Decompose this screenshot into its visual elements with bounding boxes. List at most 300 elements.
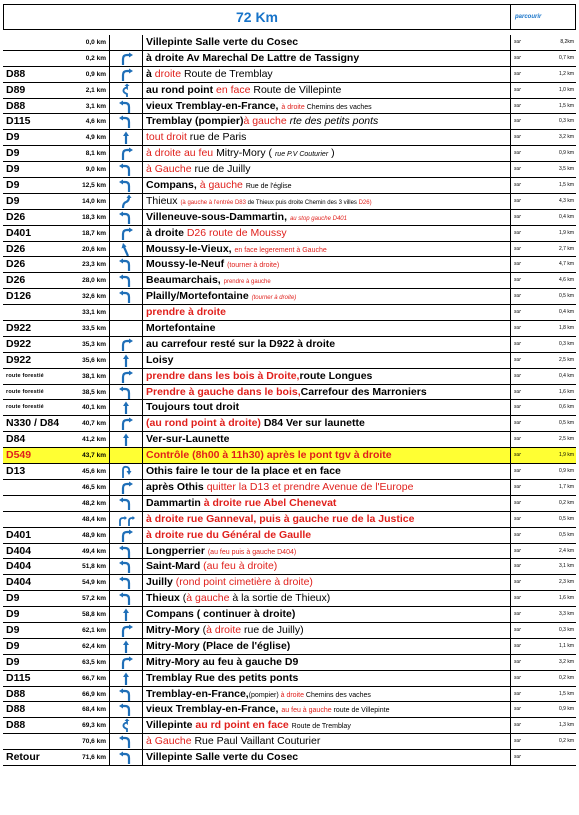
segment-distance: 2,3 km xyxy=(558,579,574,586)
segment-distance: 3,3 km xyxy=(558,611,574,618)
instruction-text xyxy=(143,178,511,193)
road-number: D404 xyxy=(6,576,32,589)
cumulative-km: 0,9 km xyxy=(85,70,106,78)
cumulative-km: 43,7 km xyxy=(82,452,106,460)
header-row xyxy=(3,4,576,30)
turn-left-icon xyxy=(118,750,134,765)
cumulative-km: 18,7 km xyxy=(82,229,106,237)
instruction-text xyxy=(143,734,511,749)
instruction-segment: Moussy-le-Neuf xyxy=(146,258,228,271)
instruction-segment: Toujours tout droit xyxy=(146,401,240,414)
route-step-row xyxy=(3,178,576,194)
instruction-segment: en face xyxy=(216,83,251,96)
instruction-segment: (à gauche à l'entrée D83 xyxy=(180,199,246,206)
instruction-text xyxy=(143,639,511,654)
instruction-segment: au carrefour resté sur la D922 à droite xyxy=(146,337,336,350)
instruction-text xyxy=(143,559,511,574)
direction-cell xyxy=(109,257,143,272)
straight-arrow-icon xyxy=(118,432,134,447)
direction-cell xyxy=(109,67,143,82)
instruction-text xyxy=(143,655,511,670)
instruction-segment: (au feu puis à gauche D404) xyxy=(207,548,297,556)
instruction-text xyxy=(143,687,511,702)
direction-cell xyxy=(109,337,143,352)
segment-distance: 0,4 km xyxy=(558,372,574,379)
sur-label: sur xyxy=(514,595,521,602)
instruction-segment: à gauche xyxy=(243,115,290,128)
cumulative-km: 58,8 km xyxy=(82,611,106,619)
segment-distance: 0,5 km xyxy=(558,293,574,300)
instruction-segment: à droite xyxy=(146,226,187,239)
sur-label: sur xyxy=(514,54,521,61)
cumulative-km: 57,2 km xyxy=(82,595,106,603)
direction-cell xyxy=(109,51,143,66)
turn-left-icon xyxy=(118,289,134,304)
instruction-text xyxy=(143,226,511,241)
instruction-segment: à la sortie de Thieux) xyxy=(229,592,331,605)
instruction-segment: Route de Tremblay xyxy=(181,67,273,80)
cumulative-km: 35,6 km xyxy=(82,356,106,364)
cumulative-km: 4,9 km xyxy=(85,134,106,142)
cumulative-km: 51,8 km xyxy=(82,563,106,571)
sur-label: sur xyxy=(514,325,521,332)
road-number xyxy=(3,35,65,50)
sur-label: sur xyxy=(514,356,521,363)
route-step-row xyxy=(3,528,576,544)
route-step-row xyxy=(3,575,576,591)
instruction-text xyxy=(143,210,511,225)
cumulative-km: 3,1 km xyxy=(85,102,106,110)
road-number: D404 xyxy=(6,560,32,573)
segment-distance: 1,6 km xyxy=(558,388,574,395)
sur-label: sur xyxy=(514,452,521,459)
instruction-text xyxy=(143,83,511,98)
instruction-segment: Contrôle (8h00 à 11h30) après le pont tgv à droite xyxy=(146,449,392,462)
sur-label: sur xyxy=(514,213,521,220)
road-number: D9 xyxy=(6,179,20,192)
direction-cell xyxy=(109,448,143,463)
route-step-row xyxy=(3,591,576,607)
segment-distance xyxy=(541,750,576,765)
route-step-row xyxy=(3,337,576,353)
sur-label: sur xyxy=(514,738,521,745)
instruction-segment: Mitry-Mory xyxy=(146,623,203,636)
segment-distance: 1,5 km xyxy=(558,182,574,189)
instruction-segment: Chemins des vaches xyxy=(305,691,371,699)
turn-left-icon xyxy=(118,257,134,272)
instruction-text xyxy=(143,512,511,527)
instruction-text xyxy=(143,750,511,765)
sur-label: sur xyxy=(514,547,521,554)
direction-cell xyxy=(109,210,143,225)
route-step-row xyxy=(3,257,576,273)
instruction-text xyxy=(143,702,511,717)
route-step-row xyxy=(3,512,576,528)
segment-distance: 4,3 km xyxy=(558,197,574,204)
instruction-text xyxy=(143,544,511,559)
segment-distance: 0,2 km xyxy=(558,738,574,745)
segment-distance: 1,0 km xyxy=(558,86,574,93)
instruction-segment: route Longues xyxy=(299,369,373,382)
instruction-segment: en face legerement à Gauche xyxy=(234,246,327,254)
instruction-text xyxy=(143,718,511,733)
instruction-text xyxy=(143,305,511,320)
instruction-segment: Othis faire le tour de la place et en face xyxy=(146,465,341,478)
instruction-segment: Thieux xyxy=(146,592,183,605)
route-step-row xyxy=(3,99,576,115)
direction-cell xyxy=(109,369,143,384)
cumulative-km: 38,1 km xyxy=(82,372,106,380)
cumulative-km: 0,2 km xyxy=(85,54,106,62)
instruction-text xyxy=(143,671,511,686)
segment-distance: 0,3 km xyxy=(558,118,574,125)
sur-label: sur xyxy=(514,340,521,347)
cumulative-km: 35,3 km xyxy=(82,340,106,348)
road-number: route forestié xyxy=(6,372,44,379)
straight-arrow-icon xyxy=(118,639,134,654)
instruction-text xyxy=(143,289,511,304)
segment-distance: 3,2 km xyxy=(558,658,574,665)
straight-arrow-icon xyxy=(118,353,134,368)
instruction-segment: à Gauche xyxy=(146,163,195,176)
instruction-segment: Beaumarchais, xyxy=(146,274,224,287)
instruction-segment: au stop gauche D401 xyxy=(289,215,347,222)
segment-distance: 1,5 km xyxy=(558,102,574,109)
road-number: D9 xyxy=(6,163,20,176)
route-step-row xyxy=(3,639,576,655)
cumulative-km: 33,5 km xyxy=(82,325,106,333)
cumulative-km: 71,6 km xyxy=(82,754,106,762)
segment-distance: 1,3 km xyxy=(558,722,574,729)
route-step-row xyxy=(3,194,576,210)
segment-distance: 0,9 km xyxy=(558,468,574,475)
instruction-segment: à droite rue Abel Chenevat xyxy=(203,496,337,509)
turn-left-icon xyxy=(118,178,134,193)
road-number: D922 xyxy=(6,353,32,366)
turn-left-icon xyxy=(118,99,134,114)
segment-distance: 0,2 km xyxy=(558,499,574,506)
instruction-segment: à droite Av Marechal De Lattre de Tassigny xyxy=(146,51,360,64)
road-number: D549 xyxy=(6,449,32,462)
instruction-text xyxy=(143,607,511,622)
route-step-row xyxy=(3,559,576,575)
instruction-segment: de Thieux puis droite Chemin des 3 villes xyxy=(245,199,359,206)
instruction-segment: à droite rue Ganneval, puis à gauche rue de la Justice xyxy=(146,512,415,525)
route-step-row xyxy=(3,544,576,560)
sur-label: sur xyxy=(514,245,521,252)
sur-label: sur xyxy=(514,483,521,490)
cumulative-km: 66,7 km xyxy=(82,674,106,682)
direction-cell xyxy=(109,305,143,320)
sur-label: sur xyxy=(514,166,521,173)
route-step-row xyxy=(3,83,576,99)
instruction-segment: D84 Ver sur launette xyxy=(260,417,365,430)
direction-cell xyxy=(109,432,143,447)
direction-cell xyxy=(109,750,143,765)
instruction-segment: Compans, xyxy=(146,179,200,192)
sur-label: sur xyxy=(514,690,521,697)
sur-label: sur xyxy=(514,388,521,395)
route-step-row xyxy=(3,242,576,258)
instruction-text xyxy=(143,575,511,590)
road-number: D88 xyxy=(6,67,26,80)
sur-label: sur xyxy=(514,515,521,522)
instruction-text xyxy=(143,51,511,66)
turn-left-icon xyxy=(118,734,134,749)
sur-label: sur xyxy=(514,722,521,729)
route-step-row xyxy=(3,671,576,687)
instruction-text xyxy=(143,496,511,511)
header-side-label: parcourir xyxy=(511,4,576,30)
direction-cell xyxy=(109,655,143,670)
total-distance-title: 72 Km xyxy=(3,4,511,30)
instruction-segment: Mitry-Mory au feu à gauche D9 xyxy=(146,655,299,668)
route-step-row xyxy=(3,67,576,83)
instruction-text xyxy=(143,337,511,352)
instruction-segment: rue de Juilly xyxy=(194,163,251,176)
segment-distance: 0,9 km xyxy=(558,150,574,157)
route-step-row xyxy=(3,369,576,385)
segment-distance: 4,6 km xyxy=(558,277,574,284)
direction-cell xyxy=(109,321,143,336)
direction-cell xyxy=(109,734,143,749)
road-number: Retour xyxy=(6,751,40,764)
cumulative-km: 14,0 km xyxy=(82,197,106,205)
road-number xyxy=(3,305,65,320)
segment-distance: 1,2 km xyxy=(558,70,574,77)
direction-cell xyxy=(109,194,143,209)
road-number: D9 xyxy=(6,194,20,207)
instruction-segment: D26 route de Moussy xyxy=(186,226,287,239)
sur-label: sur xyxy=(514,468,521,475)
route-step-row xyxy=(3,464,576,480)
instruction-segment: Dammartin xyxy=(146,496,204,509)
direction-cell xyxy=(109,114,143,129)
instruction-segment: D26) xyxy=(358,199,372,206)
cumulative-km: 23,3 km xyxy=(82,261,106,269)
road-number: D9 xyxy=(6,131,20,144)
instruction-text xyxy=(143,400,511,415)
instruction-segment: à droite xyxy=(206,623,242,636)
road-number: D9 xyxy=(6,592,20,605)
segment-distance: 2,7 km xyxy=(558,245,574,252)
direction-cell xyxy=(109,146,143,161)
instruction-segment: rte des petits ponts xyxy=(289,115,379,128)
road-number: D13 xyxy=(6,465,26,478)
direction-cell xyxy=(109,416,143,431)
segment-distance: 3,2 km xyxy=(558,134,574,141)
turn-left-icon xyxy=(118,575,134,590)
turn-right-icon xyxy=(118,226,134,241)
instruction-text xyxy=(143,114,511,129)
direction-cell xyxy=(109,528,143,543)
instruction-segment: au rd point en face xyxy=(195,719,292,732)
direction-cell xyxy=(109,575,143,590)
turn-right-icon xyxy=(118,51,134,66)
instruction-segment: Moussy-le-Vieux, xyxy=(146,242,235,255)
road-number: D9 xyxy=(6,147,20,160)
cumulative-km: 40,7 km xyxy=(82,420,106,428)
turn-left-icon xyxy=(118,559,134,574)
turn-right-icon xyxy=(118,416,134,431)
sur-label: sur xyxy=(514,436,521,443)
turn-left-icon xyxy=(118,114,134,129)
instruction-segment: rue de Paris xyxy=(189,131,247,144)
road-number: D88 xyxy=(6,703,26,716)
instruction-text xyxy=(143,623,511,638)
route-step-row xyxy=(3,448,576,464)
segment-distance: 1,6 km xyxy=(558,595,574,602)
turn-right-icon xyxy=(118,146,134,161)
cumulative-km: 68,4 km xyxy=(82,706,106,714)
straight-arrow-icon xyxy=(118,130,134,145)
direction-cell xyxy=(109,623,143,638)
turn-left-icon xyxy=(118,210,134,225)
road-number: route forestié xyxy=(6,388,44,395)
segment-distance: 0,6 km xyxy=(558,404,574,411)
sur-label: sur xyxy=(514,754,521,761)
turn-left-icon xyxy=(118,702,134,717)
direction-cell xyxy=(109,544,143,559)
instruction-segment: vieux Tremblay-en-France, xyxy=(146,99,282,112)
instruction-segment: route de Villepinte xyxy=(333,707,390,715)
cumulative-km: 48,2 km xyxy=(82,499,106,507)
instruction-text xyxy=(143,432,511,447)
road-number: route forestié xyxy=(6,404,44,411)
direction-cell xyxy=(109,242,143,257)
route-step-row xyxy=(3,146,576,162)
cumulative-km: 28,0 km xyxy=(82,277,106,285)
sur-label: sur xyxy=(514,706,521,713)
segment-distance: 3,1 km xyxy=(558,563,574,570)
sur-label: sur xyxy=(514,70,521,77)
instruction-text xyxy=(143,385,511,400)
direction-cell xyxy=(109,687,143,702)
road-number: D88 xyxy=(6,719,26,732)
instruction-segment: prendre dans les bois à Droite, xyxy=(146,369,300,382)
instruction-segment: à xyxy=(146,67,155,80)
instruction-segment: droite xyxy=(154,67,182,80)
roundabout-icon xyxy=(118,718,134,733)
instruction-segment: à droite rue du Général de Gaulle xyxy=(146,528,312,541)
direction-cell xyxy=(109,289,143,304)
direction-cell xyxy=(109,130,143,145)
direction-cell xyxy=(109,178,143,193)
road-number: N330 / D84 xyxy=(6,417,60,430)
instruction-segment: Prendre à gauche dans le bois, xyxy=(146,385,301,398)
direction-cell xyxy=(109,83,143,98)
cumulative-km: 48,4 km xyxy=(82,515,106,523)
cumulative-km: 63,5 km xyxy=(82,658,106,666)
instruction-text xyxy=(143,480,511,495)
cumulative-km: 12,5 km xyxy=(82,182,106,190)
sur-label: sur xyxy=(514,134,521,141)
sur-label: sur xyxy=(514,182,521,189)
cumulative-km: 41,2 km xyxy=(82,436,106,444)
segment-distance: 1,9 km xyxy=(558,229,574,236)
instruction-segment: Thieux xyxy=(146,194,181,207)
route-step-row xyxy=(3,623,576,639)
route-step-row xyxy=(3,480,576,496)
turn-left-icon xyxy=(118,496,134,511)
cumulative-km: 62,4 km xyxy=(82,642,106,650)
instruction-text xyxy=(143,146,511,161)
direction-cell xyxy=(109,496,143,511)
cumulative-km: 9,0 km xyxy=(85,166,106,174)
road-number: D9 xyxy=(6,639,20,652)
instruction-segment: Route de Villepinte xyxy=(250,83,342,96)
road-number xyxy=(3,734,65,749)
turn-right-icon xyxy=(118,655,134,670)
route-step-row xyxy=(3,51,576,67)
double-turn-icon xyxy=(118,512,136,527)
instruction-segment: Route de Tremblay xyxy=(291,723,351,731)
cumulative-km: 38,5 km xyxy=(82,388,106,396)
instruction-segment: Carrefour des Marroniers xyxy=(300,385,427,398)
instruction-segment: à gauche xyxy=(199,179,246,192)
instruction-text xyxy=(143,242,511,257)
segment-distance: 1,8 km xyxy=(558,325,574,332)
instruction-segment: Chemins des vaches xyxy=(306,103,372,111)
sur-label: sur xyxy=(514,658,521,665)
cumulative-km: 40,1 km xyxy=(82,404,106,412)
road-number: D922 xyxy=(6,322,32,335)
instruction-segment: (au feu à droite) xyxy=(203,560,278,573)
instruction-segment: au feu à gauche xyxy=(281,707,334,715)
segment-distance: 8,2km xyxy=(560,39,574,45)
turn-left-icon xyxy=(118,544,134,559)
turn-left-icon xyxy=(118,591,134,606)
direction-cell xyxy=(109,162,143,177)
road-number: D26 xyxy=(6,274,26,287)
road-number xyxy=(3,512,65,527)
segment-distance: 4,7 km xyxy=(558,261,574,268)
road-number: D9 xyxy=(6,655,20,668)
bear-left-icon xyxy=(118,242,134,257)
instruction-segment: Villepinte Salle verte du Cosec xyxy=(146,751,299,764)
instruction-text xyxy=(143,67,511,82)
instruction-segment: Villepinte Salle verte du Cosec xyxy=(146,36,299,48)
route-step-row xyxy=(3,114,576,130)
cumulative-km: 48,9 km xyxy=(82,531,106,539)
turn-right-icon xyxy=(118,369,134,384)
sur-label: sur xyxy=(514,674,521,681)
segment-distance: 0,3 km xyxy=(558,626,574,633)
turn-right-icon xyxy=(118,337,134,352)
straight-arrow-icon xyxy=(118,671,134,686)
turn-left-icon xyxy=(118,385,134,400)
cumulative-km: 45,6 km xyxy=(82,468,106,476)
road-number: D26 xyxy=(6,242,26,255)
segment-distance: 0,5 km xyxy=(558,531,574,538)
sur-label: sur xyxy=(514,277,521,284)
instruction-text xyxy=(143,321,511,336)
road-number: D89 xyxy=(6,83,26,96)
direction-cell xyxy=(109,671,143,686)
direction-cell xyxy=(109,464,143,479)
instruction-segment: (au rond point à droite) xyxy=(146,417,261,430)
sur-label: sur xyxy=(514,293,521,300)
instruction-segment: à gauche xyxy=(186,592,230,605)
cumulative-km: 46,5 km xyxy=(82,483,106,491)
road-number: D84 xyxy=(6,433,26,446)
segment-distance: 0,3 km xyxy=(558,340,574,347)
road-number: D26 xyxy=(6,210,26,223)
turn-right-icon xyxy=(118,67,134,82)
cumulative-km: 49,4 km xyxy=(82,547,106,555)
road-number xyxy=(3,51,65,66)
turn-left-icon xyxy=(118,162,134,177)
